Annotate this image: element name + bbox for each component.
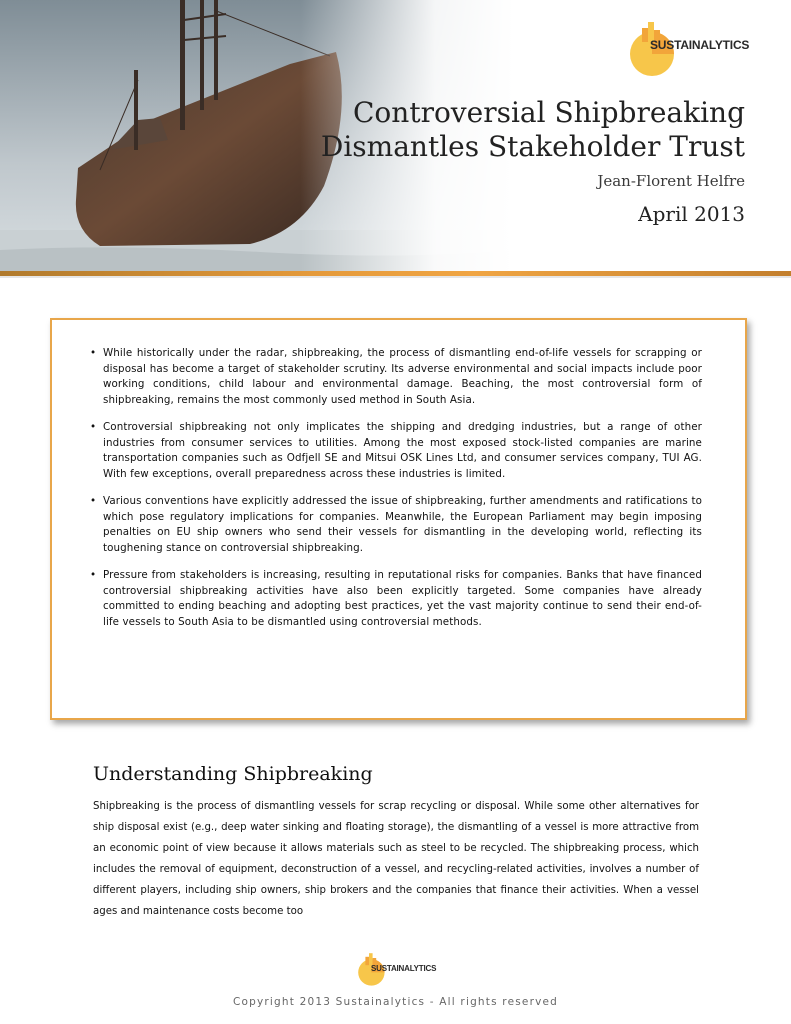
bullet-icon: • — [90, 495, 97, 507]
summary-bullet: • While historically under the radar, shipbreaking, the process of dismantling end-of-life vessels for scrapping or disposal has become a target of stakeholder scrutiny. Its adverse environmental and social impacts include poor working conditions, child labour and environmental damage. Beaching, the most controversial form of shipbreaking, remains the most commonly used method in South Asia. — [90, 347, 702, 406]
summary-bullet: • Various conventions have explicitly addressed the issue of shipbreaking, further amendments and ratifications to which pose regulatory implications for companies. Meanwhile, the European Parliament may begin imposing penalties on EU ship owners who send their vessels for dismantling in the developing world, reflecting its toughening stance on controversial shipbreaking. — [90, 495, 702, 554]
author-name: Jean-Florent Helfre — [597, 172, 745, 190]
summary-list — [90, 346, 702, 642]
bullet-icon: • — [90, 569, 97, 581]
summary-bullet: • Pressure from stakeholders is increasing, resulting in reputational risks for companies. Banks that have financed controversial shipbreaking activities have also been explicitly targeted. Some companies have already committed to ending beaching and adopting best practices, yet the vast majority continue to send their end-of-life vessels to South Asia to be dismantled using controversial methods. — [90, 569, 702, 628]
report-header — [0, 0, 791, 272]
copyright-notice: Copyright 2013 Sustainalytics - All rights reserved — [232, 996, 559, 1008]
title-line-2: Dismantles Stakeholder Trust — [320, 130, 745, 163]
section-heading: Understanding Shipbreaking — [93, 763, 373, 785]
footer-logo — [357, 952, 447, 988]
bullet-icon: • — [90, 347, 97, 359]
sustainalytics-logo — [628, 20, 758, 80]
header-divider-shadow — [0, 276, 791, 278]
report-date: April 2013 — [638, 202, 745, 226]
report-title — [321, 96, 745, 164]
footer-logo-text: SUSTAINALYTICS — [371, 964, 437, 973]
logo-text: SUSTAINALYTICS — [650, 38, 750, 52]
summary-bullet: • Controversial shipbreaking not only implicates the shipping and dredging industries, but a range of other industries from consumer services to utilities. Among the most exposed stock-listed companies are marine transportation companies such as Odfjell SE and Mitsui OSK Lines Ltd, and consumer services company, TUI AG. With few exceptions, overall preparedness across these industries is limited. — [90, 421, 702, 480]
section-body: Shipbreaking is the process of dismantling vessels for scrap recycling or disposal. While some other alternatives for ship disposal exist (e.g., deep water sinking and floating storage), the dismantling of a vessel is more attractive from an economic point of view because it allows materials such as steel to be recycled. The shipbreaking process, which includes the removal of equipment, deconstruction of a vessel, and recycling-related activities, involves a number of different players, including ship owners, ship brokers and the companies that finance their activities. When a vessel ages and maintenance costs become too — [93, 801, 699, 917]
summary-box — [50, 318, 747, 720]
bullet-icon: • — [90, 421, 97, 433]
title-line-1: Controversial Shipbreaking — [353, 96, 745, 129]
